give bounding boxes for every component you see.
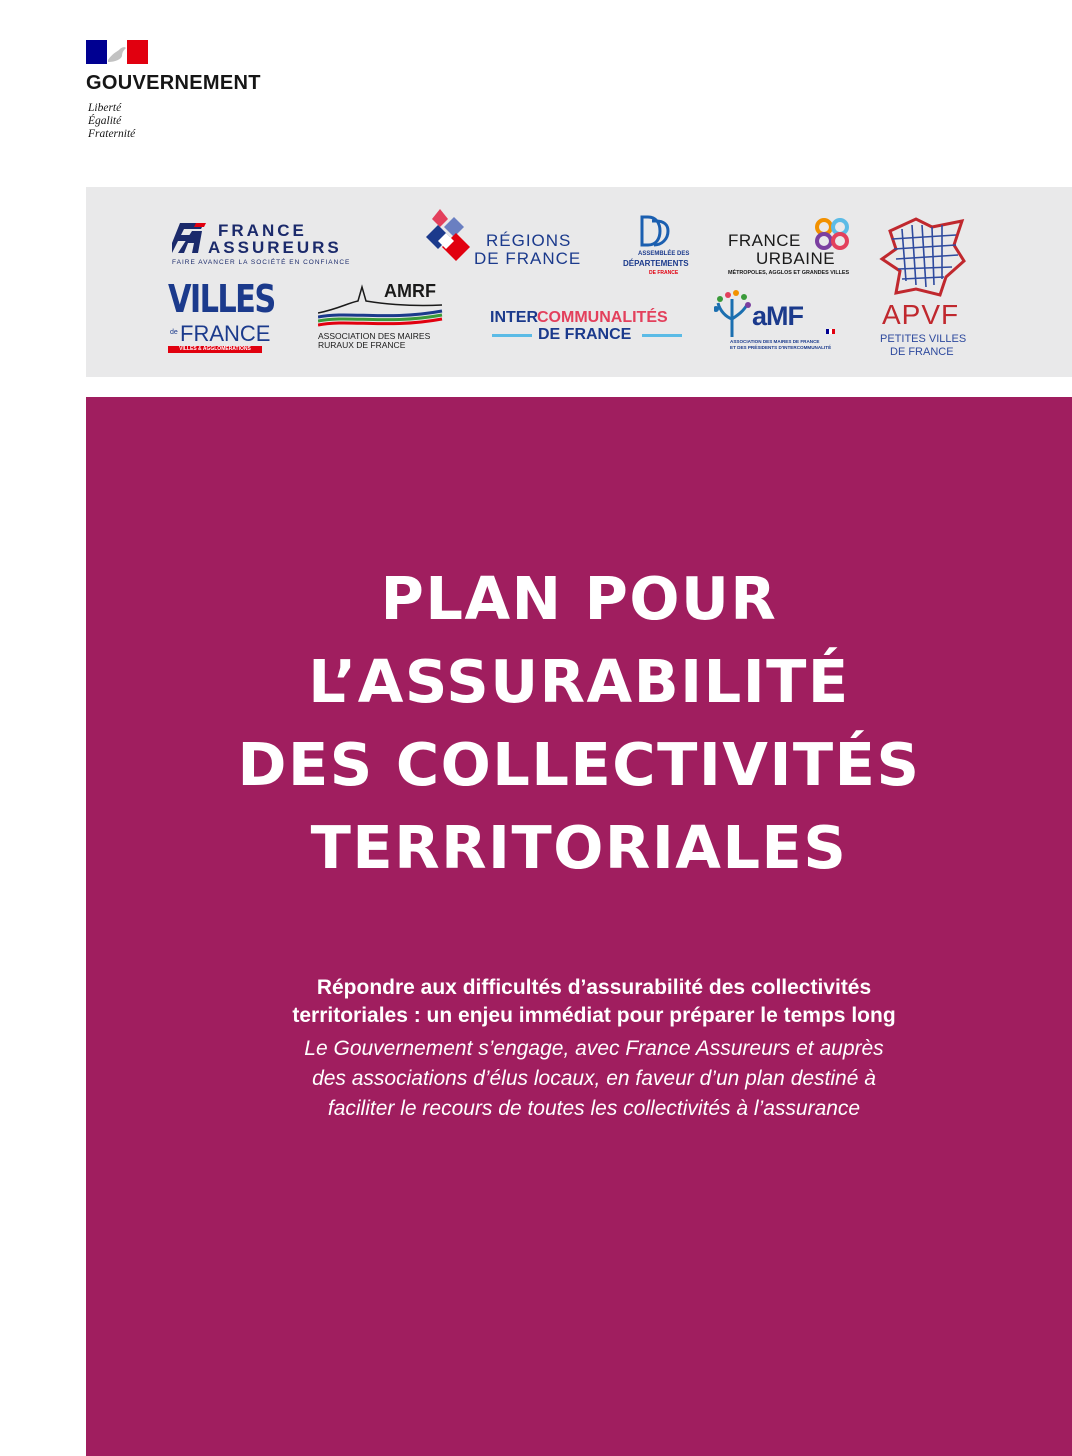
apvf-acronym: APVF xyxy=(882,299,960,330)
amf-logo xyxy=(714,289,854,359)
amrf-line2: RURAUX DE FRANCE xyxy=(318,340,406,350)
title-line-3: DES COLLECTIVITÉS xyxy=(237,730,921,799)
subtitle-italic xyxy=(86,1034,1072,1124)
france-assureurs-tagline: FAIRE AVANCER LA SOCIÉTÉ EN CONFIANCE xyxy=(172,259,351,266)
amf-line2: ET DES PRÉSIDENTS D'INTERCOMMUNALITÉ xyxy=(730,345,832,350)
subtitle-block xyxy=(86,974,1072,1124)
apvf-line1: PETITES VILLES xyxy=(880,333,967,345)
amf-line1: ASSOCIATION DES MAIRES DE FRANCE xyxy=(730,339,820,344)
apvf-logo xyxy=(876,215,972,365)
cover-panel xyxy=(86,397,1072,1456)
regions-line2: DE FRANCE xyxy=(474,249,582,268)
france-urbaine-tagline: MÉTROPOLES, AGGLOS ET GRANDES VILLES xyxy=(728,270,850,276)
villes-de-france-logo xyxy=(168,277,275,359)
motto-egalite: Égalité xyxy=(88,115,122,127)
france-assureurs-logo xyxy=(172,221,372,271)
marianne-flag-icon xyxy=(86,40,148,64)
france-urbaine-logo xyxy=(726,219,856,279)
amf-tree-icon xyxy=(714,289,754,339)
intercommunalites-part2: COMMUNALITÉS xyxy=(537,309,668,326)
amf-acronym: aMF xyxy=(752,301,803,331)
partner-logos-band xyxy=(86,187,1072,377)
france-assureurs-line1: FRANCE xyxy=(218,221,307,240)
subtitle-italic-line-1: Le Gouvernement s’engage, avec France Assureurs et auprès xyxy=(304,1037,884,1060)
villes-line2: FRANCE xyxy=(180,321,271,346)
departements-line2: DÉPARTEMENTS xyxy=(623,259,689,268)
regions-logo-icon xyxy=(418,205,480,267)
subtitle-bold-line-2: territoriales : un enjeu immédiat pour préparer le temps long xyxy=(292,1004,896,1027)
motto-liberte: Liberté xyxy=(88,102,122,114)
title-line-2: L’ASSURABILITÉ xyxy=(308,647,850,716)
subtitle-bold xyxy=(86,974,1072,1030)
intercommunalites-rule-left xyxy=(492,334,532,337)
government-name: GOUVERNEMENT xyxy=(86,72,261,94)
intercommunalites-logo xyxy=(490,309,686,345)
france-assureurs-logo-icon xyxy=(172,221,212,255)
amf-flag-mark xyxy=(826,329,835,334)
motto-fraternite: Fraternité xyxy=(88,128,136,140)
france-assureurs-line2: ASSUREURS xyxy=(208,238,342,257)
amrf-acronym: AMRF xyxy=(384,281,436,301)
villes-de: de xyxy=(170,329,178,336)
regions-de-france-logo xyxy=(418,205,588,275)
regions-line1: RÉGIONS xyxy=(486,231,572,250)
france-urbaine-line2: URBAINE xyxy=(756,249,836,268)
subtitle-italic-line-2: des associations d’élus locaux, en faveur d’un plan destiné à xyxy=(312,1067,876,1090)
document-title xyxy=(86,557,1072,889)
subtitle-bold-line-1: Répondre aux difficultés d’assurabilité des collectivités xyxy=(316,976,872,999)
departements-logo-icon xyxy=(618,215,698,249)
intercommunalites-line2: DE FRANCE xyxy=(538,326,632,343)
departements-de-france-logo xyxy=(618,215,698,279)
amrf-line1: ASSOCIATION DES MAIRES xyxy=(318,331,431,341)
apvf-map-icon xyxy=(876,215,972,299)
villes-tagline: VILLES & AGGLOMÉRATIONS xyxy=(168,346,262,353)
title-line-1: PLAN POUR xyxy=(380,564,778,633)
france-urbaine-logo-icon xyxy=(814,217,854,253)
intercommunalites-rule-right xyxy=(642,334,682,337)
villes-line1: VILLES xyxy=(168,277,275,321)
departements-line3: DE FRANCE xyxy=(649,270,679,276)
departements-line1: ASSEMBLÉE DES xyxy=(638,251,690,257)
france-urbaine-line1: FRANCE xyxy=(728,231,801,250)
subtitle-italic-line-3: faciliter le recours de toutes les collectivités à l’assurance xyxy=(327,1097,861,1120)
title-line-4: TERRITORIALES xyxy=(310,813,848,882)
apvf-line2: DE FRANCE xyxy=(890,346,954,358)
government-motto xyxy=(88,102,208,141)
amrf-logo xyxy=(318,283,458,355)
intercommunalites-part1: INTER xyxy=(490,309,538,326)
